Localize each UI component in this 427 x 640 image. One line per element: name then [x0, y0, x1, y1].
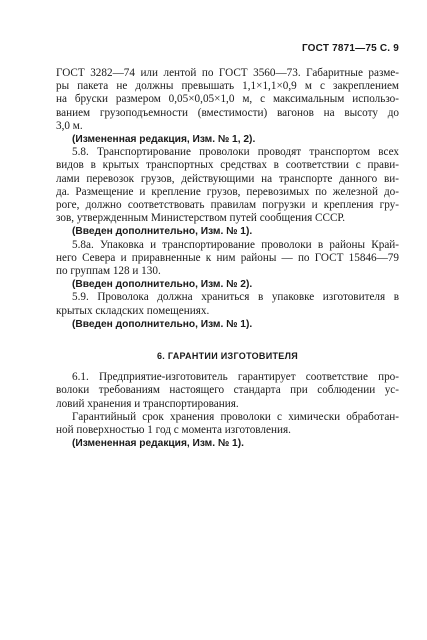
text-line: видов в крытых транспортных средствах в соответствии с прави-	[56, 159, 399, 172]
amendment-note: (Введен дополнительно, Изм. № 1).	[72, 318, 253, 330]
text-line: ванием грузоподъемности (вместимости) вагонов на высоту до	[56, 106, 399, 119]
page-header: ГОСТ 7871—75 С. 9	[301, 43, 399, 54]
text-line: на бруски размером 0,05×0,05×1,0 м, с максимальным использо-	[56, 93, 399, 106]
text-line: Гарантийный срок хранения проволоки с химически обработан-	[72, 410, 399, 423]
text-line: него Севера и приравненные к ним районы — по ГОСТ 15846—79	[56, 251, 399, 264]
text-line: по группам 128 и 130.	[56, 265, 161, 278]
text-line: волоки требованиям настоящего стандарта при соблюдении ус-	[56, 384, 399, 397]
text-line: да. Размещение и крепление грузов, перевозимых по железной до-	[56, 185, 399, 198]
text-line: зов, утвержденным Министерством путей сообщения СССР.	[56, 212, 346, 225]
document-body	[56, 67, 399, 450]
text-line: лами перевозок грузов, действующими на транспорте данного ви-	[56, 172, 399, 185]
amendment-note: (Введен дополнительно, Изм. № 2).	[72, 279, 253, 291]
text-line: крытых складских помещениях.	[56, 304, 210, 317]
text-line: 6.1. Предприятие-изготовитель гарантирует соответствие про-	[72, 371, 399, 384]
text-line: ловий хранения и транспортирования.	[56, 397, 239, 410]
text-line: ГОСТ 3282—74 или лентой по ГОСТ 3560—73. Габаритные разме-	[56, 67, 399, 79]
text-line: 5.9. Проволока должна храниться в упаковке изготовителя в	[72, 291, 399, 304]
paragraph-5-9	[56, 291, 399, 317]
amendment-note: (Измененная редакция, Изм. № 1).	[72, 438, 244, 450]
paragraph-5-7-continued	[56, 67, 399, 133]
amendment-note: (Измененная редакция, Изм. № 1, 2).	[72, 134, 256, 146]
paragraph-5-8a	[56, 239, 399, 279]
text-line: ры пакета не должны превышать 1,1×1,1×0,9 м с закреплением	[56, 80, 399, 93]
text-line: 5.8а. Упаковка и транспортирование проволоки в районы Край-	[72, 238, 399, 251]
paragraph-warranty-period	[56, 411, 399, 437]
text-line: роге, должно соответствовать правилам погрузки и крепления гру-	[56, 199, 399, 212]
text-line: 3,0 м.	[56, 119, 83, 132]
paragraph-5-8	[56, 146, 399, 225]
amendment-note: (Введен дополнительно, Изм. № 1).	[72, 226, 253, 238]
text-line: ной поверхностью 1 год с момента изготовления.	[56, 424, 291, 437]
text-line: 5.8. Транспортирование проволоки проводят транспортом всех	[72, 146, 399, 159]
section-title: 6. ГАРАНТИИ ИЗГОТОВИТЕЛЯ	[156, 351, 298, 362]
paragraph-6-1	[56, 371, 399, 411]
